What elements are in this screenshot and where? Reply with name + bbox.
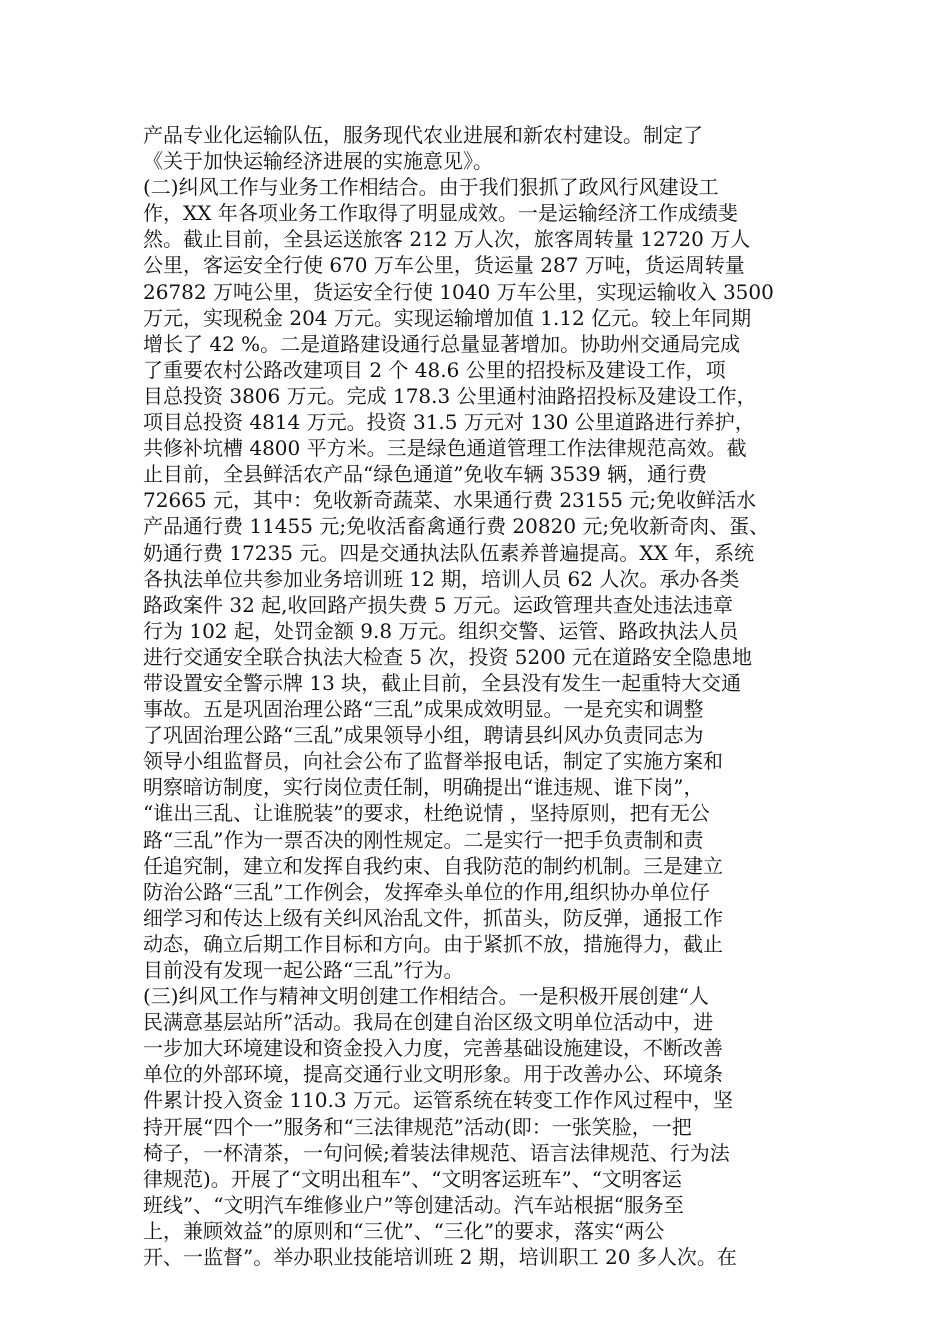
- text-line: 领导小组监督员，向社会公布了监督举报电话，制定了实施方案和: [143, 749, 723, 774]
- text-line: 防治公路“三乱”工作例会，发挥牵头单位的作用,组织协办单位仔: [143, 879, 710, 904]
- text-line: 持开展“四个一”服务和“三法律规范”活动(即：一张笑脸，一把: [143, 1114, 692, 1139]
- text-line: 椅子，一杯清茶，一句问候;着装法律规范、语言法律规范、行为法: [143, 1140, 730, 1165]
- text-line: 任追究制，建立和发挥自我约束、自我防范的制约机制。三是建立: [143, 853, 723, 878]
- text-line: 万元，实现税金 204 万元。实现运输增加值 1.12 亿元。较上年同期: [143, 305, 752, 330]
- text-line: “谁出三乱、让谁脱装”的要求，杜绝说情 ，坚持原则，把有无公: [143, 801, 710, 826]
- text-line: 目总投资 3806 万元。完成 178.3 公里通村油路招投标及建设工作，: [143, 383, 757, 408]
- body-text: [143, 122, 823, 1270]
- text-line: 了巩固治理公路“三乱”成果领导小组，聘请县纠风办负责同志为: [143, 723, 704, 748]
- text-line: 进行交通安全联合执法大检查 5 次，投资 5200 元在道路安全隐患地: [143, 644, 753, 669]
- text-line: 公里，客运安全行使 670 万车公里，货运量 287 万吨，货运周转量: [143, 253, 745, 278]
- text-line: 律规范)。开展了“文明出租车”、“文明客运班车”、“文明客运: [143, 1166, 682, 1191]
- text-line: 作，XX 年各项业务工作取得了明显成效。一是运输经济工作成绩斐: [143, 201, 738, 226]
- text-line: 一步加大环境建设和资金投入力度，完善基础设施建设，不断改善: [143, 1036, 723, 1061]
- text-line: (二)纠风工作与业务工作相结合。由于我们狠抓了政风行风建设工: [143, 175, 719, 200]
- text-line: 件累计投入资金 110.3 万元。运管系统在转变工作作风过程中，坚: [143, 1088, 733, 1113]
- text-line: 细学习和传达上级有关纠风治乱文件，抓苗头，防反弹，通报工作: [143, 905, 723, 930]
- text-line: 产品通行费 11455 元;免收活畜禽通行费 20820 元;免收新奇肉、蛋、: [143, 514, 770, 539]
- text-line: 26782 万吨公里，货运安全行使 1040 万车公里，实现运输收入 3500: [143, 279, 774, 304]
- text-line: 奶通行费 17235 元。四是交通执法队伍素养普遍提高。XX 年，系统: [143, 540, 755, 565]
- text-line: 目前没有发现一起公路“三乱”行为。: [143, 958, 464, 982]
- text-line: 各执法单位共参加业务培训班 12 期，培训人员 62 人次。承办各类: [143, 566, 740, 591]
- text-line: 止目前，全县鲜活农产品“绿色通道”免收车辆 3539 辆，通行费: [143, 462, 708, 487]
- text-line: 带设置安全警示牌 13 块，截止目前，全县没有发生一起重特大交通: [143, 670, 742, 695]
- text-line: 增长了 42 %。二是道路建设通行总量显著增加。协助州交通局完成: [143, 331, 741, 356]
- text-line: 上，兼顾效益”的原则和“三优”、“三化”的要求，落实“两公: [143, 1218, 665, 1243]
- text-line: 事故。五是巩固治理公路“三乱”成果成效明显。一是充实和调整: [143, 697, 704, 722]
- text-line: 班线”、“文明汽车维修业户”等创建活动。汽车站根据“服务至: [143, 1192, 684, 1217]
- text-line: 开、一监督”。举办职业技能培训班 2 期，培训职工 20 多人次。在: [143, 1245, 737, 1270]
- text-line: 《关于加快运输经济进展的实施意见》。: [143, 149, 493, 174]
- text-line: 动态，确立后期工作目标和方向。由于紧抓不放，措施得力，截止: [143, 931, 723, 956]
- text-line: 了重要农村公路改建项目 2 个 48.6 公里的招投标及建设工作，项: [143, 357, 726, 382]
- text-line: 72665 元，其中：免收新奇蔬菜、水果通行费 23155 元;免收鲜活水: [143, 488, 757, 513]
- text-line: 单位的外部环境，提高交通行业文明形象。用于改善办公、环境条: [143, 1062, 723, 1087]
- text-line: 产品专业化运输队伍，服务现代农业进展和新农村建设。制定了: [143, 123, 703, 147]
- text-line: 行为 102 起，处罚金额 9.8 万元。组织交警、运管、路政执法人员: [143, 618, 739, 643]
- text-line: 明察暗访制度，实行岗位责任制，明确提出“谁违规、谁下岗”，: [143, 775, 704, 800]
- text-line: (三)纠风工作与精神文明创建工作相结合。一是积极开展创建“人: [143, 984, 709, 1009]
- text-line: 然。截止目前，全县运送旅客 212 万人次，旅客周转量 12720 万人: [143, 227, 751, 252]
- text-line: 路“三乱”作为一票否决的刚性规定。二是实行一把手负责制和责: [143, 827, 704, 852]
- text-line: 项目总投资 4814 万元。投资 31.5 万元对 130 公里道路进行养护，: [143, 410, 755, 435]
- text-line: 路政案件 32 起,收回路产损失费 5 万元。运政管理共查处违法违章: [143, 592, 733, 617]
- text-line: 共修补坑槽 4800 平方米。三是绿色通道管理工作法律规范高效。截: [143, 436, 747, 461]
- text-line: 民满意基层站所”活动。我局在创建自治区级文明单位活动中，进: [143, 1010, 714, 1035]
